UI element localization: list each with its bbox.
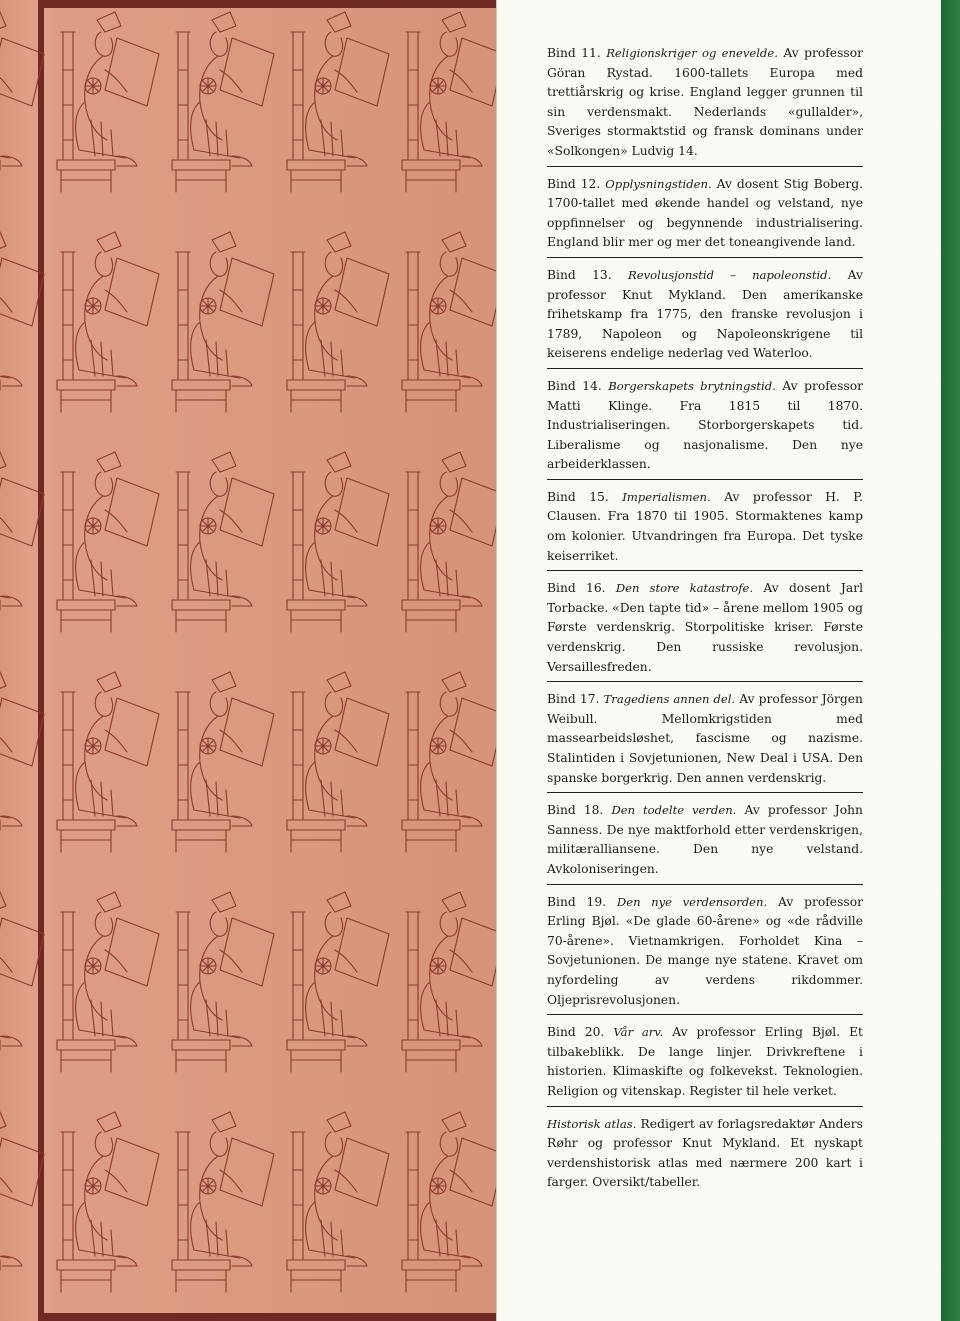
atlas-description: Redigert av forlagsredaktør Anders Røhr og professor Knut Mykland. Et nyskapt verdenshistorisk atlas med nærmere 200 kart i farger. Oversikt/tabeller.: [547, 1116, 863, 1190]
volume-number: Bind 18.: [547, 803, 604, 818]
volume-entry-18: [547, 799, 863, 884]
volume-title: Revolusjonstid – napoleonstid.: [628, 267, 832, 282]
volume-entry-19: [547, 891, 863, 1016]
volume-entry-15: [547, 486, 863, 571]
volume-title: Den nye verdensorden.: [616, 894, 768, 909]
volume-title: Den todelte verden.: [611, 803, 737, 818]
volume-entry-14: [547, 375, 863, 480]
atlas-entry: [547, 1113, 863, 1197]
volume-number: Bind 16.: [547, 581, 606, 596]
volume-number: Bind 11.: [547, 46, 601, 60]
green-spine-edge: [941, 0, 960, 1321]
volume-title: Borgerskapets brytningstid.: [608, 378, 776, 393]
volume-description: Av dosent Stig Boberg. 1700-tallet med økende handel og velstand, nye oppfinnelser og begynnende industrialisering. England blir mer og mer det toneangivende land.: [547, 176, 863, 250]
volume-entry-11: [547, 42, 863, 167]
figure-row-1: [0, 12, 496, 192]
volume-number: Bind 14.: [547, 378, 602, 393]
volume-number: Bind 15.: [547, 489, 609, 504]
volume-entry-20: [547, 1021, 863, 1106]
figure-row-5: [0, 892, 496, 1072]
volume-title: Religionskriger og enevelde.: [606, 46, 778, 60]
volume-description: Av professor H. P. Clausen. Fra 1870 til 1905. Stormaktenes kamp om kolonier. Utvandringen fra Europa. Det tyske keiserriket.: [547, 489, 863, 563]
volume-description: Av dosent Jarl Torbacke. «Den tapte tid» – årene mellom 1905 og Første verdenskrig. Storpolitiske kriser. Første verdenskrig. Den russiske revolusjon. Versaillesfreden.: [547, 581, 864, 674]
volume-number: Bind 19.: [547, 894, 607, 909]
volume-title: Imperialismen.: [622, 489, 711, 504]
volume-entry-12: [547, 173, 863, 258]
volume-description: Av professor Knut Mykland. Den amerikanske frihetskamp fra 1775, den franske revolusjon i 1789, Napoleon og Napoleonskrigene til keiserens endelige nederlag ved Waterloo.: [547, 267, 863, 361]
volume-number: Bind 17.: [547, 692, 600, 707]
volume-description: Av professor Jörgen Weibull. Mellomkrigstiden med massearbeidsløshet, fascisme og nazisme. Stalintiden i Sovjetunionen, New Deal i USA. Den spanske borgerkrig. Den annen verdenskrig.: [547, 692, 863, 785]
volume-entry-16: [547, 577, 863, 682]
volume-description: Av professor Göran Rystad. 1600-tallets Europa med trettiårskrig og krise. England legger grunnen til sin verdensmakt. Nederlands «gullalder», Sveriges stormaktstid og fransk dominans under «Solkongen» Ludvig 14.: [547, 46, 863, 158]
figure-row-3: [0, 452, 496, 632]
volume-description: Av professor Erling Bjøl. Et tilbakeblikk. De lange linjer. Drivkreftene i historien. Klimaskifte og folkevekst. Teknologien. Religion og vitenskap. Register til hele verket.: [547, 1025, 863, 1098]
volume-title: Vår arv.: [613, 1025, 664, 1040]
volume-number: Bind 13.: [547, 267, 612, 282]
volume-list: [547, 42, 863, 1197]
volume-entry-13: [547, 264, 863, 369]
volume-title: Den store katastrofe.: [615, 581, 754, 596]
volume-title: Opplysningstiden.: [605, 176, 712, 191]
volume-number: Bind 20.: [547, 1025, 605, 1040]
volume-description: Av professor John Sanness. De nye maktforhold etter verdenskrigen, militæralliansene. Den nye velstand. Avkoloniseringen.: [547, 803, 863, 876]
volume-number: Bind 12.: [547, 176, 601, 191]
figure-row-4: [0, 672, 496, 852]
atlas-title: Historisk atlas.: [547, 1116, 637, 1131]
volume-entry-17: [547, 688, 863, 793]
volume-title: Tragediens annen del.: [603, 692, 736, 707]
figure-row-6: [0, 1112, 496, 1292]
volume-description: Av professor Erling Bjøl. «De glade 60-årene» og «de rådville 70-årene». Vietnamkrigen. Forholdet Kina – Sovjetunionen. De mange nye statene. Kravet om nyfordeling av verdens rikdommer. Oljeprisrevolusjonen.: [547, 894, 863, 1007]
volume-description: Av professor Matti Klinge. Fra 1815 til 1870. Industrialiseringen. Storborgerskapets tid. Liberalisme og nasjonalisme. Den nye arbeiderklassen.: [547, 378, 863, 472]
figure-row-2: [0, 232, 496, 412]
